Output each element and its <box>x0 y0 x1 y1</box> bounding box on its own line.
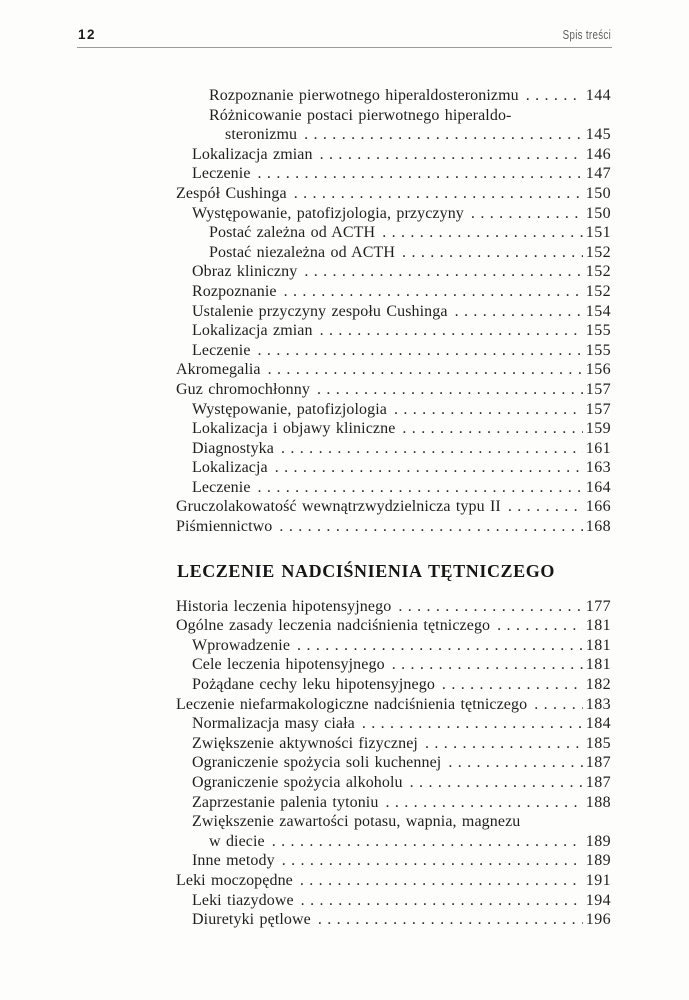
toc-entry-label: Zwiększenie aktywności fizycznej <box>192 734 418 752</box>
toc-page-number: 183 <box>585 695 611 713</box>
toc-entry <box>192 145 611 165</box>
dot-leader <box>425 734 583 754</box>
toc-page-number: 196 <box>585 911 611 929</box>
dot-leader <box>284 282 583 302</box>
dot-leader <box>471 204 583 224</box>
toc-page-number: 168 <box>585 518 611 536</box>
toc-entry <box>209 832 611 852</box>
toc-page-number: 150 <box>585 184 611 202</box>
toc-page-number: 182 <box>585 676 611 694</box>
toc-entry-label: Normalizacja masy ciała <box>192 715 355 733</box>
toc-entry-label: Leki moczopędne <box>176 871 293 889</box>
section-heading: LECZENIE NADCIŚNIENIA TĘTNICZEGO <box>177 560 555 581</box>
dot-leader <box>300 871 583 891</box>
dot-leader <box>497 616 583 636</box>
toc-page-number: 163 <box>585 459 611 477</box>
toc-entry-label: Ogólne zasady leczenia nadciśnienia tętniczego <box>176 617 491 635</box>
toc-entry-label: Inne metody <box>192 852 275 870</box>
toc-entry <box>192 164 611 184</box>
toc-entry-label: Leczenie <box>192 478 251 496</box>
dot-leader <box>294 184 583 204</box>
toc-entry <box>176 517 611 537</box>
toc-entry <box>192 458 611 478</box>
toc-entry-label: Leczenie <box>192 165 251 183</box>
toc-page-number: 187 <box>585 774 611 791</box>
toc-entry-label: Lokalizacja i objawy kliniczne <box>192 420 396 438</box>
toc-page-number: 154 <box>585 302 611 320</box>
toc-entry <box>192 793 611 813</box>
toc-entry-label: Pożądane cechy leku hipotensyjnego <box>192 676 435 694</box>
toc-page-number: 189 <box>585 832 611 850</box>
toc-entry <box>192 851 611 871</box>
toc-entry <box>192 891 611 911</box>
toc-page-number: 181 <box>585 656 611 674</box>
toc-entry <box>192 439 611 459</box>
toc-page-number: 145 <box>585 126 611 144</box>
toc-entry-label: Leki tiazydowe <box>192 891 294 909</box>
toc-entry <box>176 616 611 636</box>
toc-entry-label: Ograniczenie spożycia soli kuchennej <box>192 754 442 772</box>
dot-leader <box>272 832 583 852</box>
dot-leader <box>508 497 583 517</box>
toc-entry-label: Leczenie <box>192 341 251 359</box>
dot-leader <box>362 714 583 734</box>
dot-leader <box>392 655 583 675</box>
toc-entry <box>192 675 611 695</box>
toc-entry <box>209 86 611 106</box>
toc-entry <box>192 282 611 302</box>
toc-entry-label: Występowanie, patofizjologia, przyczyny <box>192 204 464 222</box>
toc-entry-label: Diagnostyka <box>192 439 274 457</box>
toc-entry-label: Postać niezależna od ACTH <box>209 243 396 261</box>
dot-leader <box>297 636 583 656</box>
toc-entry <box>192 341 611 361</box>
toc-page-number: 147 <box>585 165 611 183</box>
dot-leader <box>275 458 583 478</box>
dot-leader <box>385 793 583 813</box>
toc-entry-label: Różnicowanie postaci pierwotnego hiperaldo- <box>209 106 512 124</box>
toc-page-number: 184 <box>585 715 611 733</box>
dot-leader <box>534 695 583 715</box>
toc-entry-label: Rozpoznanie pierwotnego hiperaldosteronizmu <box>209 87 519 104</box>
toc-entry <box>176 871 611 891</box>
toc-entry-label: steronizmu <box>225 126 298 144</box>
toc-page-number: 157 <box>585 400 611 418</box>
toc-page-number: 187 <box>585 754 611 772</box>
toc-entry-label: w diecie <box>209 832 265 850</box>
toc-entry-label: Postać zależna od ACTH <box>209 224 376 242</box>
dot-leader <box>301 891 583 911</box>
toc-entry-label: Obraz kliniczny <box>192 263 298 281</box>
toc-entry <box>176 360 611 380</box>
toc-section-continued <box>176 86 611 537</box>
toc-entry <box>209 243 611 263</box>
dot-leader <box>448 753 583 773</box>
toc-page-number: 166 <box>585 498 611 516</box>
dot-leader <box>382 223 583 243</box>
toc-entry <box>176 497 611 517</box>
page-header <box>78 27 611 42</box>
toc-page-number: 151 <box>585 224 611 242</box>
dot-leader <box>410 773 583 793</box>
toc-page-number: 161 <box>585 439 611 457</box>
toc-page-number: 152 <box>585 263 611 281</box>
toc-entry-label: Diuretyki pętlowe <box>192 911 311 929</box>
toc-page-number: 146 <box>585 145 611 163</box>
toc-entry <box>192 302 611 322</box>
toc-entry <box>192 734 611 754</box>
toc-entry <box>192 419 611 439</box>
toc-entry-label: Leczenie niefarmakologiczne nadciśnienia tętniczego <box>176 695 528 713</box>
toc-entry <box>192 773 611 793</box>
toc-page-number: 156 <box>585 361 611 379</box>
dot-leader <box>394 400 583 420</box>
dot-leader <box>317 380 583 400</box>
toc-entry <box>192 204 611 224</box>
toc-entry <box>192 910 611 930</box>
toc-entry <box>209 223 611 243</box>
dot-leader <box>455 302 583 322</box>
dot-leader <box>402 243 583 263</box>
page-number: 12 <box>78 27 97 42</box>
dot-leader <box>258 341 583 361</box>
toc-entry-label: Zespół Cushinga <box>176 184 287 202</box>
toc-page-number: 159 <box>585 420 611 438</box>
dot-leader <box>442 675 583 695</box>
dot-leader <box>304 262 583 282</box>
dot-leader <box>398 597 583 617</box>
toc-entry-label: Ustalenie przyczyny zespołu Cushinga <box>192 302 448 320</box>
toc-entry-label: Ograniczenie spożycia alkoholu <box>192 774 403 791</box>
toc-entry-label: Zwiększenie zawartości potasu, wapnia, magnezu <box>192 813 521 831</box>
toc-entry-label: Występowanie, patofizjologia <box>192 400 387 418</box>
toc-entry-label: Gruczolakowatość wewnątrzwydzielnicza typu II <box>176 498 501 516</box>
toc-entry-label: Lokalizacja <box>192 459 268 477</box>
toc-page-number: 177 <box>585 597 611 615</box>
toc-entry-label: Rozpoznanie <box>192 282 277 300</box>
toc-entry-label: Historia leczenia hipotensyjnego <box>176 597 392 615</box>
toc-entry <box>192 262 611 282</box>
toc-entry <box>176 695 611 715</box>
toc-entry <box>192 812 611 832</box>
toc-entry-label: Wprowadzenie <box>192 636 291 654</box>
toc-entry <box>192 400 611 420</box>
toc-entry-label: Piśmiennictwo <box>176 518 273 536</box>
toc-page-number: 194 <box>585 891 611 909</box>
toc-entry <box>192 321 611 341</box>
toc-entry <box>192 753 611 773</box>
dot-leader <box>304 125 583 145</box>
toc-page-number: 188 <box>585 793 611 811</box>
toc-section-leczenie-nadcisnienia <box>176 597 611 930</box>
toc-page-number: 152 <box>585 282 611 300</box>
dot-leader <box>258 164 583 184</box>
toc-entry <box>225 125 611 145</box>
dot-leader <box>281 439 583 459</box>
toc-page-number: 155 <box>585 322 611 340</box>
toc-entry-label: Zaprzestanie palenia tytoniu <box>192 793 379 811</box>
dot-leader <box>320 321 583 341</box>
dot-leader <box>320 145 583 165</box>
dot-leader <box>258 478 583 498</box>
toc-entry <box>192 714 611 734</box>
toc-page-number: 150 <box>585 204 611 222</box>
toc-page-number: 157 <box>585 380 611 398</box>
toc-entry-label: Guz chromochłonny <box>176 380 310 398</box>
toc-entry-label: Cele leczenia hipotensyjnego <box>192 656 385 674</box>
toc-entry-label: Lokalizacja zmian <box>192 145 313 163</box>
toc-page-number: 181 <box>585 636 611 654</box>
toc-entry <box>176 380 611 400</box>
toc-page-number: 181 <box>585 617 611 635</box>
toc-entry <box>192 636 611 656</box>
toc-page-number: 144 <box>585 87 611 104</box>
table-of-contents <box>176 86 611 930</box>
toc-entry <box>176 184 611 204</box>
toc-page-number: 191 <box>585 871 611 889</box>
dot-leader <box>268 360 583 380</box>
header-rule <box>77 47 612 48</box>
toc-entry <box>176 597 611 617</box>
toc-page-number: 164 <box>585 478 611 496</box>
toc-entry-label: Lokalizacja zmian <box>192 322 313 340</box>
toc-page-number: 155 <box>585 341 611 359</box>
toc-page-number: 185 <box>585 734 611 752</box>
dot-leader <box>282 851 583 871</box>
toc-entry <box>192 655 611 675</box>
dot-leader <box>402 419 583 439</box>
dot-leader <box>318 910 583 930</box>
running-title: Spis treści <box>562 28 611 42</box>
toc-page-number: 152 <box>585 243 611 261</box>
dot-leader <box>526 86 583 106</box>
toc-page-number: 189 <box>585 852 611 870</box>
toc-entry <box>192 478 611 498</box>
toc-entry-label: Akromegalia <box>176 361 261 379</box>
dot-leader <box>279 517 583 537</box>
toc-entry <box>209 106 611 126</box>
